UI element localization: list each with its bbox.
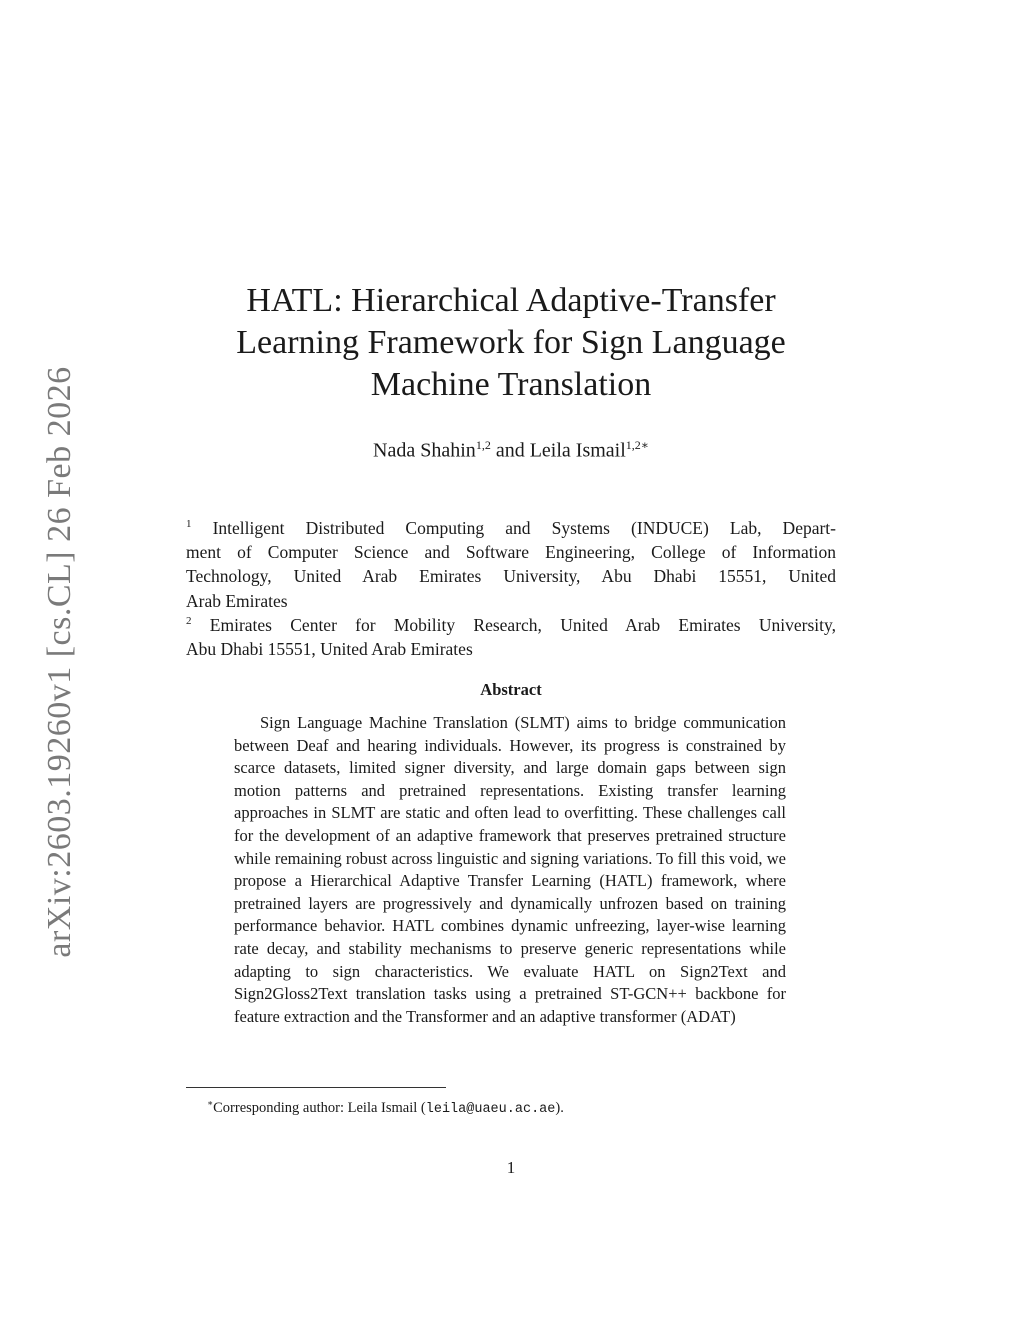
footnote-marker: ∗	[207, 1098, 214, 1108]
footnote-prefix: Corresponding author: Leila Ismail (	[213, 1099, 426, 1116]
affiliation-line: ment of Computer Science and Software Engineering, College of Information	[186, 542, 836, 563]
author-affiliation-marker: 1,2	[475, 438, 491, 452]
title-line: Learning Framework for Sign Language	[236, 324, 786, 361]
paper-title	[186, 280, 836, 406]
page-number: 1	[506, 1158, 516, 1177]
author-list	[186, 432, 836, 464]
abstract-heading: Abstract	[480, 680, 542, 699]
author-name: Leila Ismail	[529, 439, 626, 462]
affiliation-line: Arab Emirates	[186, 590, 288, 611]
author-name: Nada Shahin	[373, 439, 476, 462]
affiliation-2	[186, 609, 836, 661]
abstract-text: Sign Language Machine Translation (SLMT) aims to bridge communication between Deaf and hearing individuals. However, its progress is constrained by scarce datasets, limited signer diversity, and large domain gaps between sign motion patterns and pretrained representations. Existing transfer learning approaches in SLMT are static and often lead to overfitting. These challenges call for the development of an adaptive framework that preserves pretrained structure while remaining robust across linguistic and signing variations. To fill this void, we propose a Hierarchical Adaptive Transfer Learning (HATL) framework, where pretrained layers are progressively and dynamically unfrozen based on training performance behavior. HATL combines dynamic unfreezing, layer-wise learning rate decay, and stability mechanisms to preserve generic representations while adapting to sign characteristics. We evaluate HATL on Sign2Text and Sign2Gloss2Text translation tasks using a pretrained ST-GCN++ backbone for feature extraction and the Transformer and an adaptive transformer (ADAT)	[234, 713, 786, 1026]
affiliation-marker: 1	[186, 518, 192, 530]
affiliation-line: Emirates Center for Mobility Research, United Arab Emirates University,	[209, 614, 836, 635]
footnote-divider	[186, 1087, 446, 1088]
affiliation-line: Abu Dhabi 15551, United Arab Emirates	[186, 639, 473, 660]
footnote-suffix: ).	[555, 1099, 564, 1116]
arxiv-side-stamp: arXiv:2603.19260v1 [cs.CL] 26 Feb 2026	[41, 366, 78, 958]
title-line: HATL: Hierarchical Adaptive-Transfer	[246, 282, 776, 319]
affiliation-1	[186, 512, 836, 613]
author-email: leila@uaeu.ac.ae	[425, 1101, 556, 1117]
affiliation-line: Intelligent Distributed Computing and Systems (INDUCE) Lab, Depart-	[212, 517, 836, 538]
author-affiliation-marker: 1,2∗	[625, 438, 649, 452]
title-line: Machine Translation	[370, 366, 652, 403]
author-conjunction: and	[495, 439, 525, 462]
corresponding-author-footnote	[207, 1093, 564, 1120]
affiliation-line: Technology, United Arab Emirates University, Abu Dhabi 15551, United	[186, 566, 836, 587]
affiliation-marker: 2	[186, 615, 192, 627]
